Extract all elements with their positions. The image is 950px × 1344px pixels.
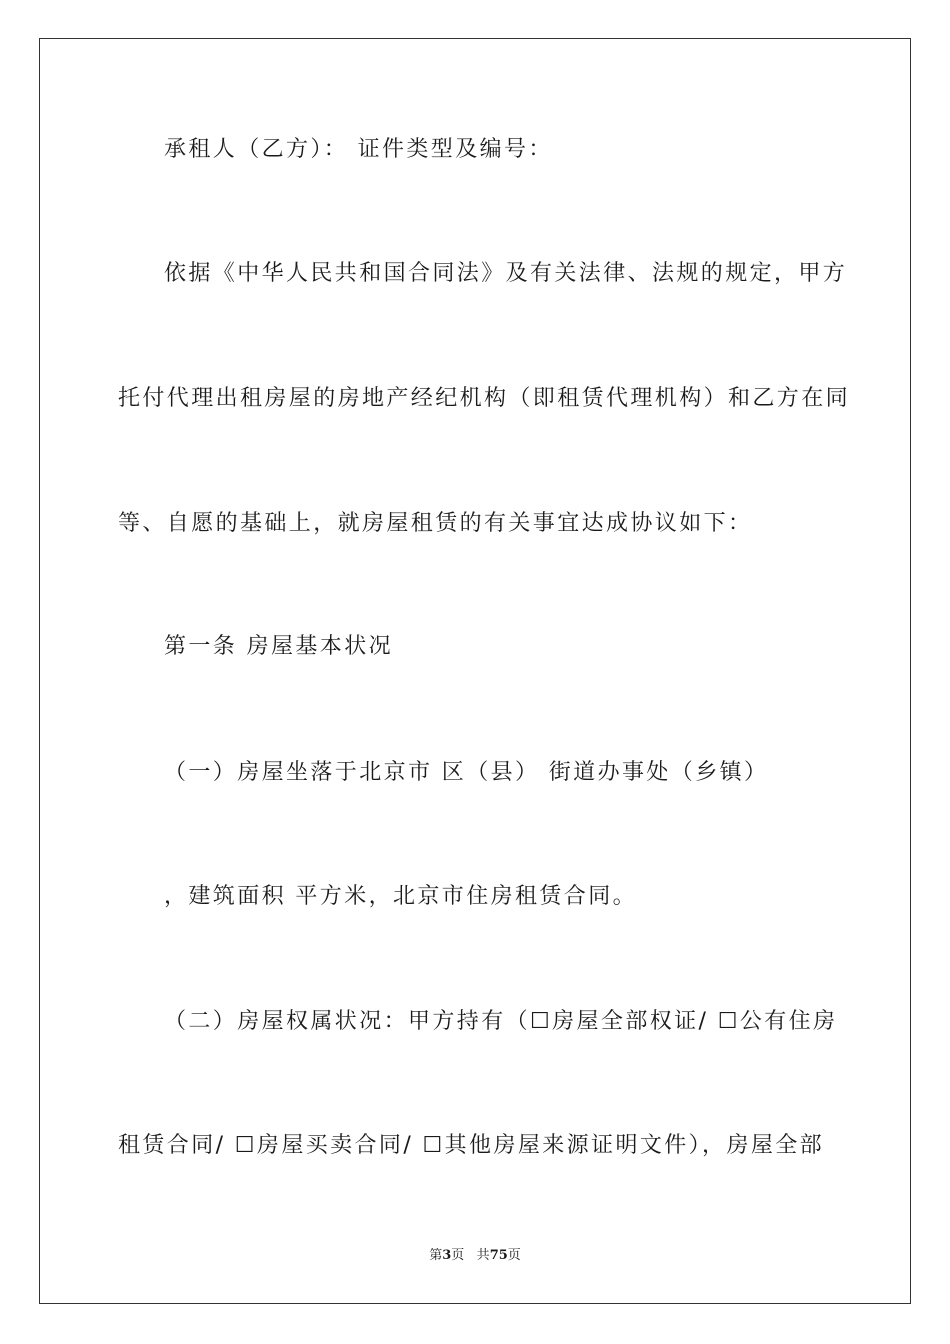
text-line-ownership-cont: 租赁合同/ ☐房屋买卖合同/ ☐其他房屋来源证明文件），房屋全部 [118, 1133, 825, 1158]
text-line-ownership: （二）房屋权属状况：甲方持有（☐房屋全部权证/ ☐公有住房 [164, 1009, 838, 1034]
footer-page-suffix: 页 [451, 1248, 465, 1263]
current-page-number: 3 [442, 1248, 452, 1263]
text-line-area: ，建筑面积 平方米，北京市住房租赁合同。 [164, 884, 637, 909]
article-one-heading: 第一条 房屋基本状况 [164, 634, 393, 659]
footer-total-prefix: 共 [476, 1248, 490, 1263]
text-line-agency: 托付代理出租房屋的房地产经纪机构（即租赁代理机构）和乙方在同 [118, 386, 851, 411]
text-line-basis: 依据《中华人民共和国合同法》及有关法律、法规的规定，甲方 [164, 261, 848, 286]
text-line-agreement: 等、自愿的基础上，就房屋租赁的有关事宜达成协议如下： [118, 511, 753, 536]
footer-prefix: 第 [429, 1248, 443, 1263]
text-line-location: （一）房屋坐落于北京市 区（县） 街道办事处（乡镇） [164, 760, 769, 785]
footer-total-suffix: 页 [507, 1248, 521, 1263]
page-border [39, 38, 911, 1304]
text-line-lessee: 承租人（乙方）： 证件类型及编号： [164, 137, 553, 162]
page-footer [0, 1247, 950, 1265]
total-pages-number: 75 [489, 1248, 508, 1263]
